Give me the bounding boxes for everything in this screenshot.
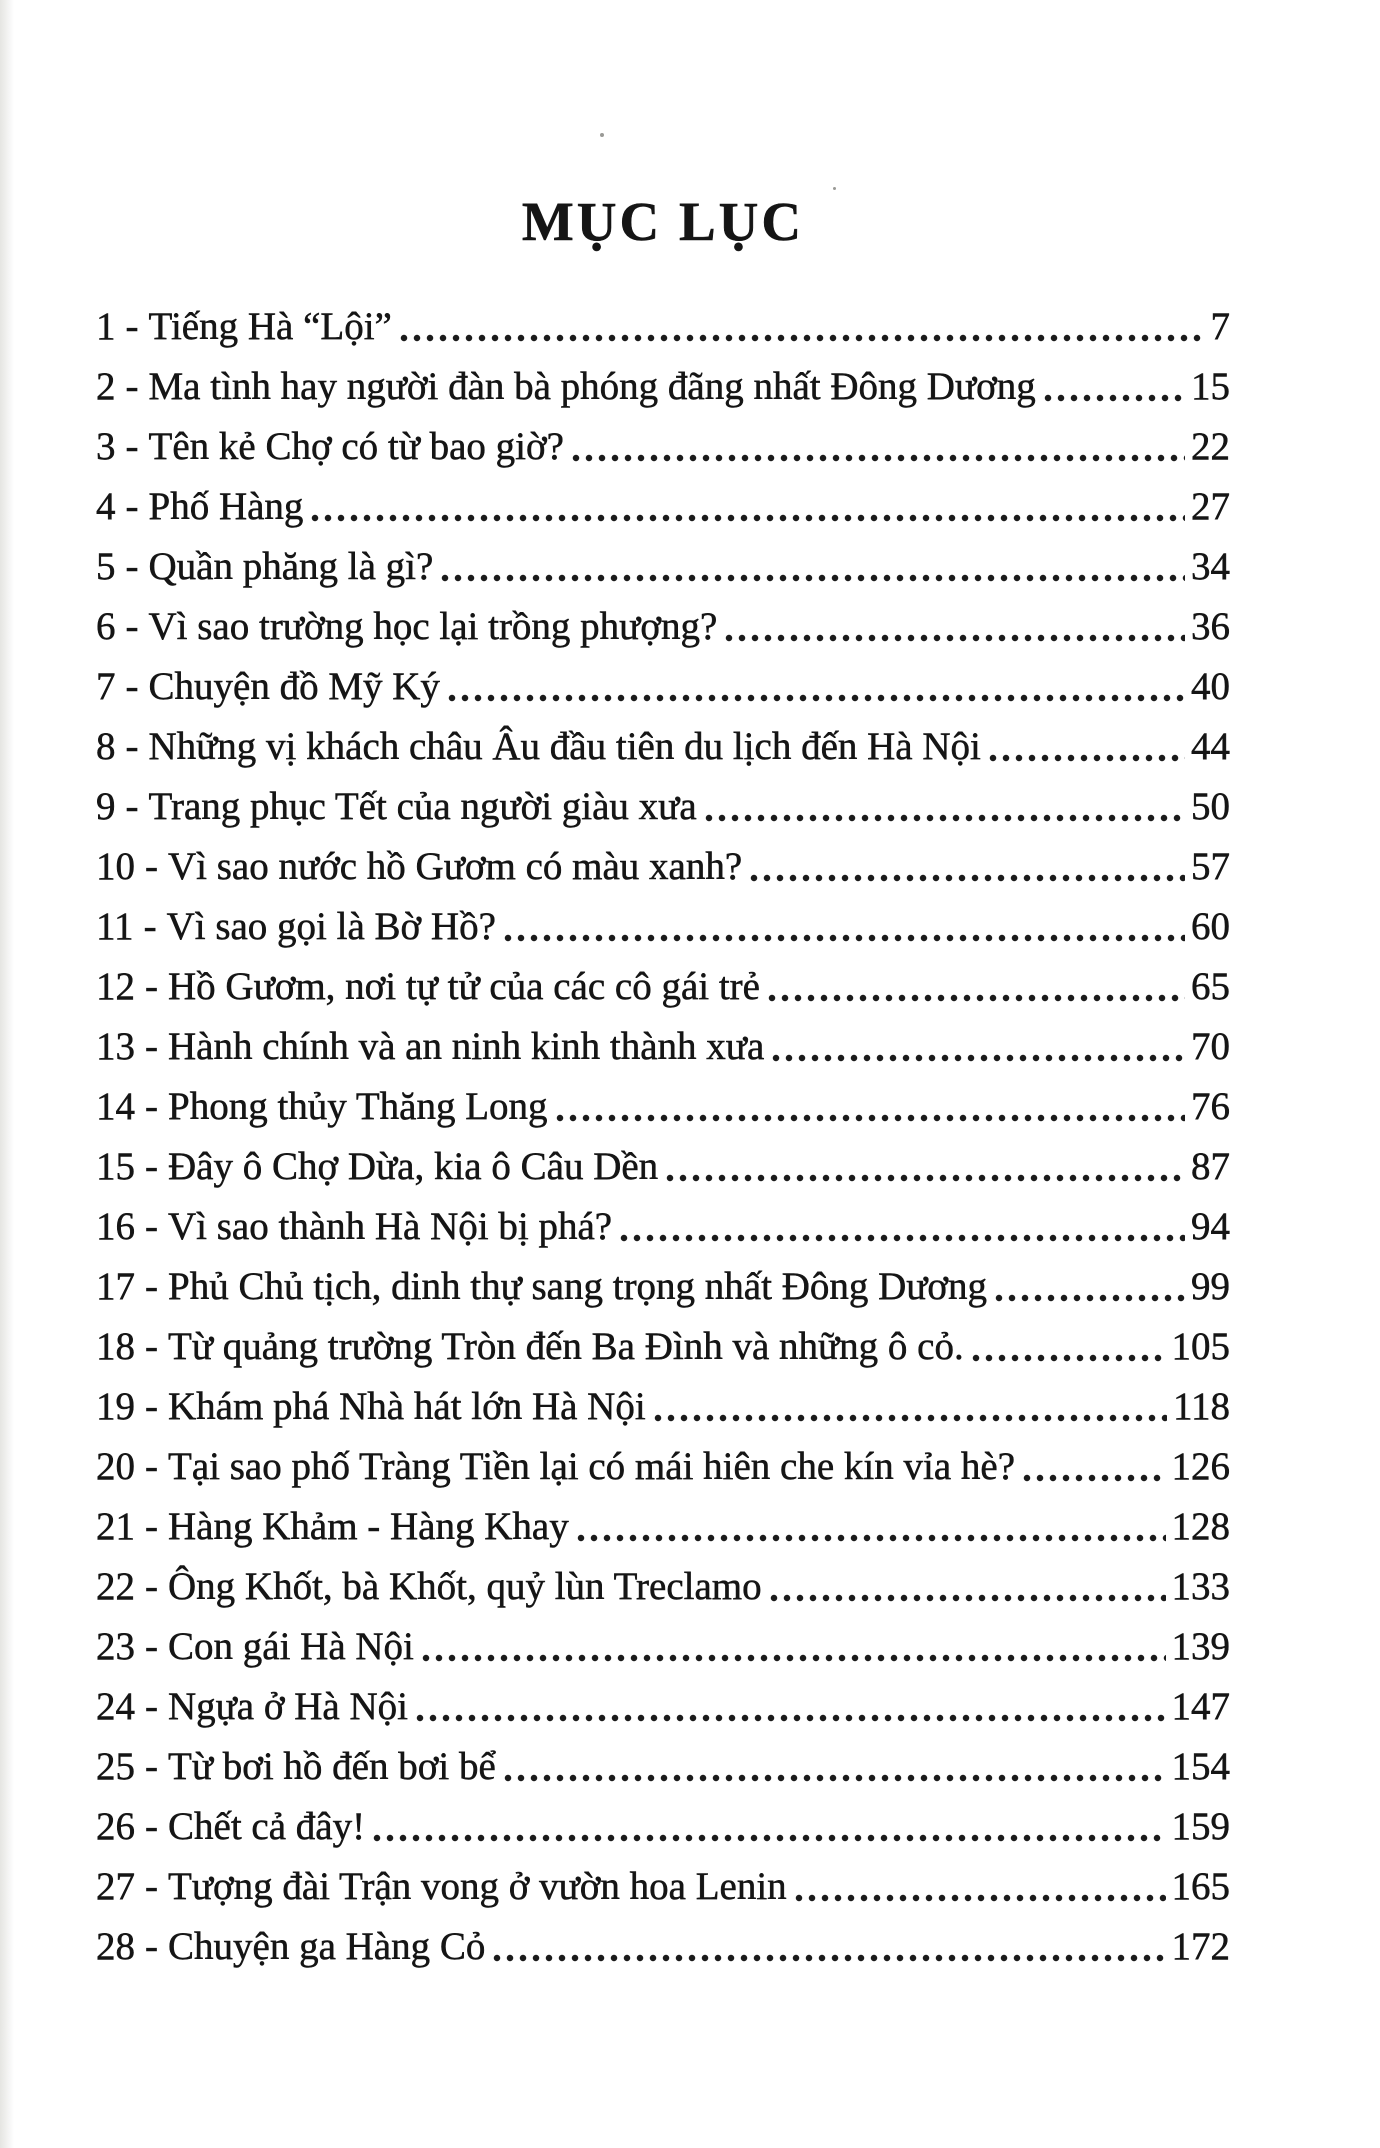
toc-entry-row [96, 1497, 1230, 1557]
dot-leader [1044, 394, 1185, 402]
entry-separator: - [145, 1144, 158, 1188]
dot-leader [556, 1114, 1185, 1122]
entry-separator: - [145, 1864, 158, 1908]
dot-leader [1023, 1474, 1165, 1482]
dot-leader [416, 1714, 1166, 1722]
entry-title: Quần phăng là gì? [148, 544, 434, 588]
dot-leader [654, 1414, 1167, 1422]
entry-separator: - [125, 604, 139, 648]
toc-entry-row [96, 1377, 1230, 1437]
dot-leader [666, 1174, 1185, 1182]
toc-entry-row [96, 717, 1230, 777]
entry-separator: - [145, 1564, 158, 1608]
entry-separator: - [145, 1804, 158, 1848]
dot-leader [972, 1354, 1166, 1362]
entry-page-number: 139 [1171, 1624, 1230, 1668]
entry-page-number: 36 [1191, 604, 1230, 648]
entry-title: Ông Khốt, bà Khốt, quỷ lùn Treclamo [168, 1564, 762, 1608]
entry-page-number: 40 [1191, 664, 1230, 708]
dot-leader [705, 814, 1185, 822]
entry-number: 23 [96, 1624, 135, 1668]
entry-title: Từ bơi hồ đến bơi bể [168, 1744, 496, 1788]
entry-title: Chuyện đồ Mỹ Ký [148, 664, 440, 708]
entry-separator: - [145, 1384, 158, 1428]
entry-number: 8 [96, 724, 116, 768]
toc-entry-row [96, 777, 1230, 837]
entry-separator: - [125, 424, 139, 468]
entry-page-number: 118 [1172, 1384, 1230, 1428]
dot-leader [448, 694, 1185, 702]
entry-title: Đây ô Chợ Dừa, kia ô Câu Dền [168, 1144, 659, 1188]
entry-number: 27 [96, 1864, 135, 1908]
entry-separator: - [145, 1204, 158, 1248]
dot-leader [725, 634, 1185, 642]
entry-title: Vì sao trường học lại trồng phượng? [148, 604, 718, 648]
entry-number: 21 [96, 1504, 135, 1548]
entry-separator: - [145, 1624, 158, 1668]
entry-separator: - [125, 304, 139, 348]
entry-separator: - [145, 1504, 158, 1548]
toc-entry-row [96, 1917, 1230, 1977]
entry-page-number: 22 [1191, 424, 1230, 468]
entry-separator: - [125, 544, 139, 588]
entry-separator: - [125, 664, 139, 708]
entry-page-number: 70 [1191, 1024, 1230, 1068]
entry-separator: - [145, 844, 158, 888]
entry-separator: - [145, 1264, 158, 1308]
entry-separator: - [145, 1684, 158, 1728]
entry-title: Vì sao thành Hà Nội bị phá? [168, 1204, 613, 1248]
dot-leader [995, 1294, 1185, 1302]
entry-number: 11 [96, 904, 134, 948]
entry-title: Từ quảng trường Tròn đến Ba Đình và những ô cỏ. [168, 1324, 964, 1368]
entry-separator: - [125, 364, 139, 408]
entry-title: Hồ Gươm, nơi tự tử của các cô gái trẻ [168, 964, 760, 1008]
entry-number: 13 [96, 1024, 135, 1068]
entry-page-number: 128 [1171, 1504, 1230, 1548]
dot-leader [504, 1774, 1166, 1782]
scan-speck [833, 187, 836, 190]
scan-speck [600, 133, 604, 137]
entry-separator: - [145, 1744, 158, 1788]
entry-title: Hàng Khảm - Hàng Khay [168, 1504, 569, 1548]
entry-title: Tên kẻ Chợ có từ bao giờ? [148, 424, 564, 468]
entry-title: Trang phục Tết của người giàu xưa [148, 784, 697, 828]
entry-number: 18 [96, 1324, 135, 1368]
entry-page-number: 27 [1191, 484, 1230, 528]
scan-edge-shadow [0, 0, 14, 2148]
dot-leader [493, 1954, 1165, 1962]
entry-page-number: 57 [1191, 844, 1230, 888]
entry-page-number: 105 [1171, 1324, 1230, 1368]
entry-page-number: 7 [1210, 304, 1230, 348]
entry-number: 12 [96, 964, 135, 1008]
entry-number: 20 [96, 1444, 135, 1488]
dot-leader [422, 1654, 1166, 1662]
entry-page-number: 133 [1171, 1564, 1230, 1608]
entry-number: 19 [96, 1384, 135, 1428]
dot-leader [795, 1894, 1166, 1902]
entry-number: 4 [96, 484, 116, 528]
entry-page-number: 99 [1191, 1264, 1230, 1308]
entry-separator: - [145, 1444, 158, 1488]
entry-title: Ngựa ở Hà Nội [168, 1684, 408, 1728]
entry-separator: - [125, 724, 139, 768]
entry-number: 6 [96, 604, 116, 648]
entry-separator: - [143, 904, 157, 948]
entry-page-number: 87 [1191, 1144, 1230, 1188]
entry-number: 1 [96, 304, 116, 348]
toc-entry-row [96, 1677, 1230, 1737]
entry-number: 24 [96, 1684, 135, 1728]
entry-title: Chuyện ga Hàng Cỏ [168, 1924, 486, 1968]
toc-list [96, 297, 1230, 1977]
entry-title: Khám phá Nhà hát lớn Hà Nội [168, 1384, 646, 1428]
entry-page-number: 126 [1171, 1444, 1230, 1488]
entry-number: 3 [96, 424, 116, 468]
entry-number: 16 [96, 1204, 135, 1248]
entry-number: 28 [96, 1924, 135, 1968]
entry-title: Vì sao gọi là Bờ Hồ? [166, 904, 496, 948]
toc-entry-row [96, 657, 1230, 717]
toc-entry-row [96, 1017, 1230, 1077]
toc-entry-row [96, 477, 1230, 537]
entry-page-number: 50 [1191, 784, 1230, 828]
dot-leader [750, 874, 1185, 882]
dot-leader [577, 1534, 1166, 1542]
entry-title: Những vị khách châu Âu đầu tiên du lịch đến Hà Nội [148, 724, 981, 768]
toc-entry-row [96, 1257, 1230, 1317]
entry-page-number: 34 [1191, 544, 1230, 588]
entry-title: Chết cả đây! [168, 1804, 366, 1848]
dot-leader [772, 1054, 1185, 1062]
dot-leader [770, 1594, 1166, 1602]
entry-number: 14 [96, 1084, 135, 1128]
entry-title: Phố Hàng [148, 484, 304, 528]
page-title: MỤC LỤC [521, 191, 805, 252]
entry-title: Vì sao nước hồ Gươm có màu xanh? [168, 844, 743, 888]
dot-leader [441, 574, 1185, 582]
entry-page-number: 147 [1171, 1684, 1230, 1728]
entry-title: Tiếng Hà “Lội” [148, 304, 392, 348]
entry-separator: - [145, 1924, 158, 1968]
dot-leader [400, 334, 1205, 342]
toc-entry-row [96, 1737, 1230, 1797]
toc-entry-row [96, 1797, 1230, 1857]
dot-leader [620, 1234, 1185, 1242]
entry-number: 15 [96, 1144, 135, 1188]
entry-separator: - [145, 1084, 158, 1128]
entry-title: Hành chính và an ninh kinh thành xưa [168, 1024, 765, 1068]
dot-leader [504, 934, 1185, 942]
toc-entry-row [96, 897, 1230, 957]
entry-number: 17 [96, 1264, 135, 1308]
toc-entry-row [96, 1437, 1230, 1497]
entry-page-number: 94 [1191, 1204, 1230, 1248]
toc-entry-row [96, 1857, 1230, 1917]
entry-number: 5 [96, 544, 116, 588]
entry-separator: - [125, 484, 139, 528]
dot-leader [768, 994, 1185, 1002]
toc-entry-row [96, 537, 1230, 597]
toc-entry-row [96, 1617, 1230, 1677]
entry-number: 26 [96, 1804, 135, 1848]
entry-number: 22 [96, 1564, 135, 1608]
toc-entry-row [96, 297, 1230, 357]
entry-title: Tượng đài Trận vong ở vườn hoa Lenin [168, 1864, 787, 1908]
toc-entry-row [96, 357, 1230, 417]
dot-leader [572, 454, 1185, 462]
entry-page-number: 60 [1191, 904, 1230, 948]
entry-page-number: 76 [1191, 1084, 1230, 1128]
toc-entry-row [96, 1137, 1230, 1197]
entry-title: Phong thủy Thăng Long [168, 1084, 548, 1128]
entry-page-number: 15 [1191, 364, 1230, 408]
entry-number: 25 [96, 1744, 135, 1788]
entry-page-number: 65 [1191, 964, 1230, 1008]
entry-page-number: 44 [1191, 724, 1230, 768]
toc-entry-row [96, 1557, 1230, 1617]
toc-entry-row [96, 1077, 1230, 1137]
entry-separator: - [145, 964, 158, 1008]
toc-entry-row [96, 1197, 1230, 1257]
entry-number: 9 [96, 784, 116, 828]
entry-page-number: 172 [1171, 1924, 1230, 1968]
entry-page-number: 154 [1171, 1744, 1230, 1788]
toc-entry-row [96, 837, 1230, 897]
entry-separator: - [125, 784, 139, 828]
dot-leader [311, 514, 1185, 522]
toc-entry-row [96, 1317, 1230, 1377]
entry-number: 10 [96, 844, 135, 888]
entry-page-number: 159 [1171, 1804, 1230, 1848]
toc-entry-row [96, 957, 1230, 1017]
toc-entry-row [96, 597, 1230, 657]
entry-title: Con gái Hà Nội [168, 1624, 414, 1668]
entry-title: Phủ Chủ tịch, dinh thự sang trọng nhất Đông Dương [168, 1264, 988, 1308]
entry-title: Ma tình hay người đàn bà phóng đãng nhất Đông Dương [148, 364, 1036, 408]
entry-separator: - [145, 1324, 158, 1368]
entry-title: Tại sao phố Tràng Tiền lại có mái hiên che kín vỉa hè? [168, 1444, 1016, 1488]
toc-entry-row [96, 417, 1230, 477]
entry-number: 7 [96, 664, 116, 708]
entry-separator: - [145, 1024, 158, 1068]
dot-leader [373, 1834, 1165, 1842]
entry-page-number: 165 [1171, 1864, 1230, 1908]
dot-leader [989, 754, 1185, 762]
entry-number: 2 [96, 364, 116, 408]
